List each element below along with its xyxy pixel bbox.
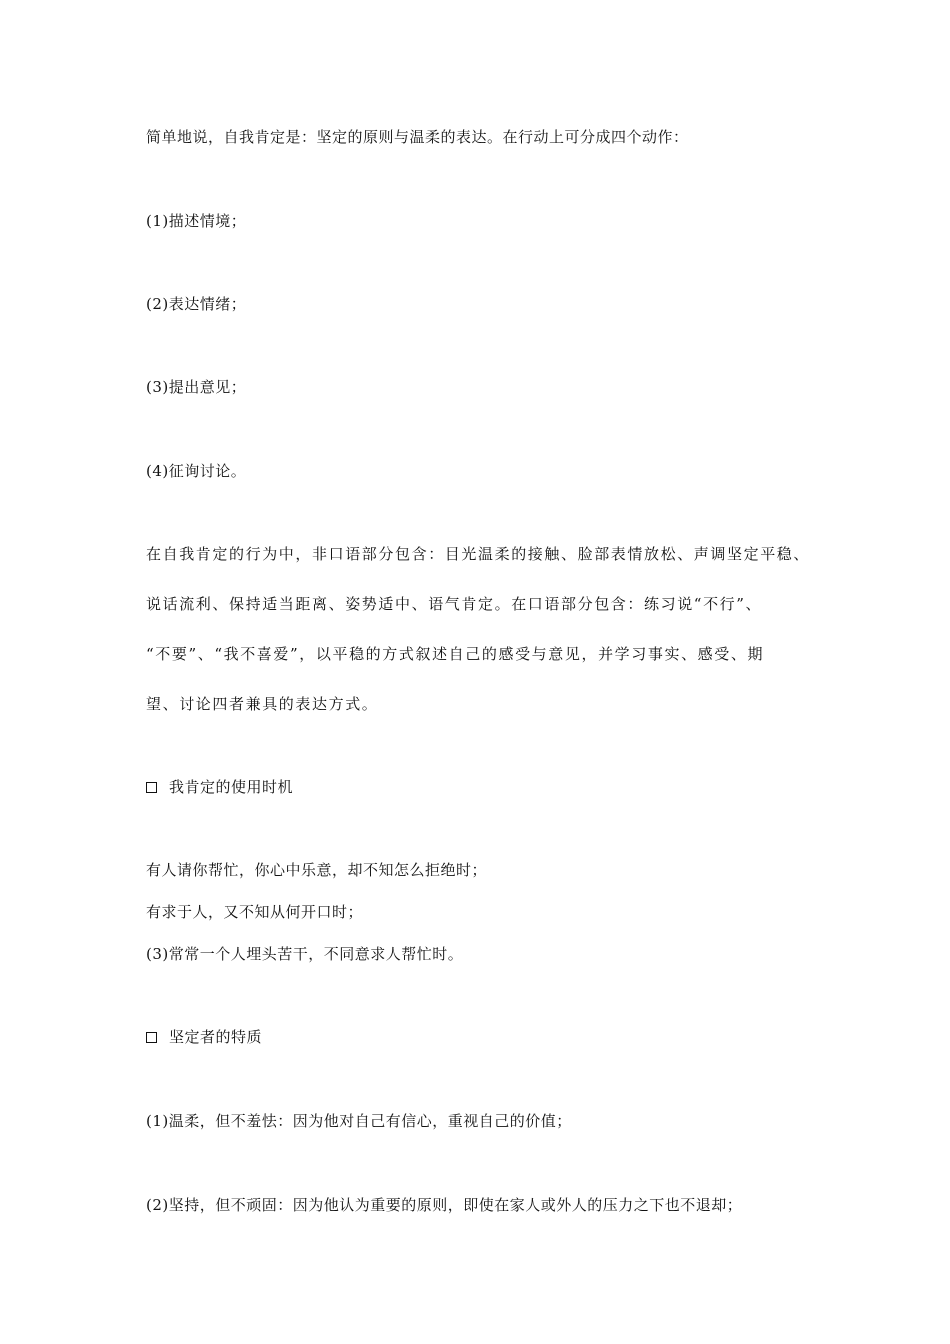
usage-item-3: (3)常常一个人埋头苦干，不同意求人帮忙时。 bbox=[146, 945, 464, 963]
trait-item-2: (2)坚持，但不顽固：因为他认为重要的原则，即使在家人或外人的压力之下也不退却； bbox=[146, 1196, 743, 1214]
usage-item-2: 有求于人，又不知从何开口时； bbox=[146, 903, 364, 921]
step-1: (1)描述情境； bbox=[146, 212, 247, 230]
step-4: (4)征询讨论。 bbox=[146, 462, 247, 480]
behavior-line-4: 望、讨论四者兼具的表达方式。 bbox=[146, 695, 379, 713]
behavior-line-1: 在自我肯定的行为中，非口语部分包含：目光温柔的接触、脸部表情放松、声调坚定平稳、 bbox=[146, 545, 811, 563]
section-title-usage: 我肯定的使用时机 bbox=[169, 778, 294, 796]
behavior-line-2: 说话流利、保持适当距离、姿势适中、语气肯定。在口语部分包含：练习说“不行”、 bbox=[146, 595, 763, 613]
checkbox-square-icon bbox=[146, 782, 157, 793]
intro-text: 简单地说，自我肯定是：坚定的原则与温柔的表达。在行动上可分成四个动作： bbox=[146, 128, 689, 146]
section-heading-usage bbox=[146, 777, 293, 797]
section-heading-traits bbox=[146, 1027, 262, 1047]
section-title-traits: 坚定者的特质 bbox=[169, 1028, 263, 1046]
usage-item-1: 有人请你帮忙，你心中乐意，却不知怎么拒绝时； bbox=[146, 861, 488, 879]
step-2: (2)表达情绪； bbox=[146, 295, 247, 313]
trait-item-1: (1)温柔，但不羞怯：因为他对自己有信心，重视自己的价值； bbox=[146, 1112, 572, 1130]
checkbox-square-icon bbox=[146, 1032, 157, 1043]
step-3: (3)提出意见； bbox=[146, 378, 247, 396]
behavior-line-3: “不要”、“我不喜爱”，以平稳的方式叙述自己的感受与意见，并学习事实、感受、期 bbox=[146, 645, 765, 663]
